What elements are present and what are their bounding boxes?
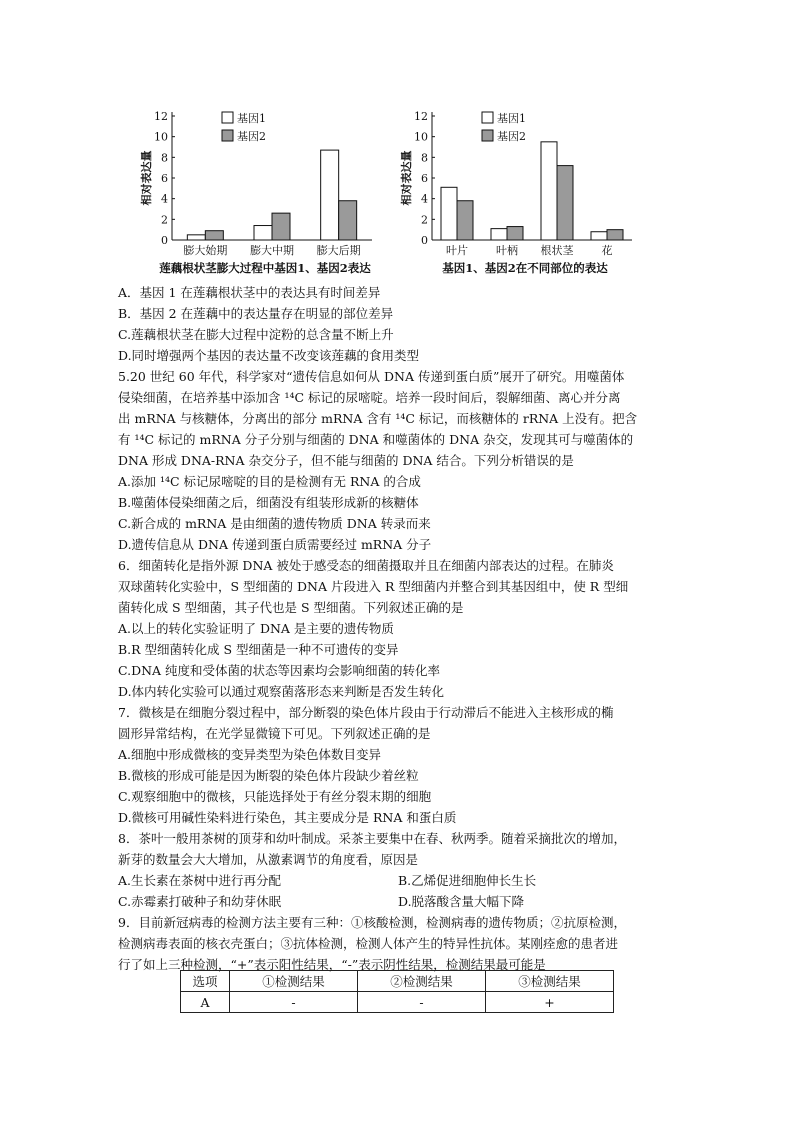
legend-swatch: [222, 130, 233, 141]
question-6: [118, 555, 678, 702]
q6-option-a: A.以上的转化实验证明了 DNA 是主要的遗传物质: [118, 621, 394, 636]
x-tick-label: 膨大中期: [250, 244, 294, 257]
q7-option-a: A.细胞中形成微核的变异类型为染色体数目变异: [118, 747, 382, 762]
chart-caption: 基因1、基因2在不同部位的表达: [442, 261, 608, 275]
x-tick-label: 叶片: [446, 244, 468, 257]
q8-options-row: [118, 870, 678, 891]
bar-gene1: [321, 150, 339, 240]
question-9: [118, 912, 678, 975]
table-header: ②检测结果: [358, 971, 486, 992]
legend-swatch: [482, 112, 493, 123]
q7-stem-line: 圆形异常结构，在光学显微镜下可见。下列叙述正确的是: [118, 726, 431, 741]
q5-stem-line: 出 mRNA 与核糖体，分离出的部分 mRNA 含有 ¹⁴C 标记，而核糖体的 rRNA 上没有。把含: [118, 411, 638, 426]
legend-label: 基因1: [237, 112, 266, 125]
y-tick-label: 2: [161, 213, 168, 227]
x-tick-label: 膨大始期: [183, 244, 228, 257]
q5-option-b: B.噬菌体侵染细菌之后，细菌没有组装形成新的核糖体: [118, 495, 419, 510]
q8-option-a: A.生长素在茶树中进行再分配: [118, 873, 282, 888]
y-axis-label: 相对表达量: [400, 150, 413, 206]
legend-swatch: [222, 112, 233, 123]
q8-option-b: B.乙烯促进细胞伸长生长: [398, 873, 537, 888]
y-tick-label: 8: [421, 151, 428, 165]
y-tick-label: 2: [421, 213, 428, 227]
table-cell: -: [358, 992, 486, 1013]
question-7: [118, 702, 678, 828]
q7-option-c: C.观察细胞中的微核，只能选择处于有丝分裂末期的细胞: [118, 789, 432, 804]
q5-option-d: D.遗传信息从 DNA 传递到蛋白质需要经过 mRNA 分子: [118, 537, 432, 552]
table-header: ①检测结果: [230, 971, 358, 992]
q5-option-c: C.新合成的 mRNA 是由细菌的遗传物质 DNA 转录而来: [118, 516, 431, 531]
q5-stem-line: 5.20 世纪 60 年代，科学家对“遗传信息如何从 DNA 传递到蛋白质”展开了研究。用噬菌体: [118, 369, 625, 384]
q6-option-b: B.R 型细菌转化成 S 型细菌是一种不可遗传的变异: [118, 642, 399, 657]
bar-gene2: [607, 230, 623, 240]
table-header-row: [181, 971, 614, 992]
y-tick-label: 10: [414, 130, 428, 144]
question-8: [118, 828, 678, 912]
bar-gene1: [491, 229, 507, 240]
bar-gene1: [591, 232, 607, 240]
bar-gene2: [457, 201, 473, 240]
table-cell: +: [486, 992, 614, 1013]
q4-option-c: C.莲藕根状茎在膨大过程中淀粉的总含量不断上升: [118, 327, 394, 342]
q8-options-row: [118, 891, 678, 912]
q6-stem-line: 双球菌转化实验中，S 型细菌的 DNA 片段进入 R 型细菌内并整合到其基因组中，使 R 型细: [118, 579, 629, 594]
table-cell: A: [181, 992, 230, 1013]
q4-option-b: B．基因 2 在莲藕中的表达量存在明显的部位差异: [118, 306, 394, 321]
question-4-options: [118, 282, 678, 366]
q6-option-d: D.体内转化实验可以通过观察菌落形态来判断是否发生转化: [118, 684, 445, 699]
bar-gene2: [205, 231, 223, 240]
q7-option-d: D.微核可用碱性染料进行染色，其主要成分是 RNA 和蛋白质: [118, 810, 457, 825]
q6-stem-line: 6．细菌转化是指外源 DNA 被处于感受态的细菌摄取并且在细菌内部表达的过程。在肺炎: [118, 558, 614, 573]
q7-option-b: B.微核的形成可能是因为断裂的染色体片段缺少着丝粒: [118, 768, 419, 783]
y-tick-label: 4: [161, 192, 168, 206]
table-cell: -: [230, 992, 358, 1013]
bar-gene1: [187, 235, 205, 240]
y-tick-label: 12: [154, 110, 168, 123]
y-tick-label: 10: [154, 130, 168, 144]
y-tick-label: 6: [421, 172, 428, 185]
bar-gene1: [441, 187, 457, 240]
legend-label: 基因1: [497, 112, 526, 125]
chart-caption: 莲藕根状茎膨大过程中基因1、基因2表达: [159, 261, 371, 275]
table-header: 选项: [181, 971, 230, 992]
x-tick-label: 叶柄: [496, 244, 518, 257]
y-tick-label: 6: [161, 172, 168, 185]
q4-option-a: A．基因 1 在莲藕根状茎中的表达具有时间差异: [118, 285, 381, 300]
y-tick-label: 8: [161, 151, 168, 165]
legend-swatch: [482, 130, 493, 141]
question-5: [118, 366, 678, 555]
q7-stem-line: 7．微核是在细胞分裂过程中，部分断裂的染色体片段由于行动滞后不能进入主核形成的椭: [118, 705, 614, 720]
q5-stem-line: 有 ¹⁴C 标记的 mRNA 分子分别与细菌的 DNA 和噬菌体的 DNA 杂交，发现其可与噬菌体的: [118, 432, 634, 447]
y-tick-label: 4: [421, 192, 428, 206]
bar-gene2: [272, 213, 290, 240]
table-row: [181, 992, 614, 1013]
q9-stem-line: 9．目前新冠病毒的检测方法主要有三种：①核酸检测，检测病毒的遗传物质；②抗原检测，: [118, 915, 626, 930]
x-tick-label: 花: [601, 244, 613, 257]
chart-gene-expression-time: [140, 106, 400, 278]
y-axis-label: 相对表达量: [140, 150, 153, 206]
q8-stem-line: 8．茶叶一般用茶树的顶芽和幼叶制成。采茶主要集中在春、秋两季。随着采摘批次的增加，: [118, 831, 626, 846]
q6-stem-line: 菌转化成 S 型细菌，其子代也是 S 型细菌。下列叙述正确的是: [118, 600, 464, 615]
x-tick-label: 膨大后期: [316, 244, 361, 257]
bar-gene1: [254, 226, 272, 240]
x-tick-label: 根状茎: [540, 244, 574, 257]
chart-gene-expression-parts: [400, 106, 660, 278]
bar-gene1: [541, 142, 557, 240]
y-tick-label: 12: [414, 110, 428, 123]
bar-gene2: [507, 227, 523, 240]
q5-stem-line: 侵染细菌，在培养基中添加含 ¹⁴C 标记的尿嘧啶。培养一段时间后，裂解细菌、离心并分离: [118, 390, 621, 405]
q4-option-d: D.同时增强两个基因的表达量不改变该莲藕的食用类型: [118, 348, 420, 363]
legend-label: 基因2: [237, 130, 266, 143]
bar-gene2: [339, 201, 357, 240]
q8-stem-line: 新芽的数量会大大增加，从激素调节的角度看，原因是: [118, 852, 419, 867]
legend-label: 基因2: [497, 130, 526, 143]
y-tick-label: 0: [421, 234, 428, 247]
q5-option-a: A.添加 ¹⁴C 标记尿嘧啶的目的是检测有无 RNA 的合成: [118, 474, 421, 489]
table-header: ③检测结果: [486, 971, 614, 992]
q8-option-d: D.脱落酸含量大幅下降: [398, 894, 525, 909]
q9-stem-line: 行了如上三种检测，“+”表示阳性结果，“-”表示阴性结果，检测结果最可能是: [118, 957, 546, 972]
q9-stem-line: 检测病毒表面的核衣壳蛋白；③抗体检测，检测人体产生的特异性抗体。某刚痊愈的患者进: [118, 936, 619, 951]
q8-option-c: C.赤霉素打破种子和幼芽休眠: [118, 894, 282, 909]
q6-option-c: C.DNA 纯度和受体菌的状态等因素均会影响细菌的转化率: [118, 663, 441, 678]
q5-stem-line: DNA 形成 DNA-RNA 杂交分子，但不能与细菌的 DNA 结合。下列分析错误的是: [118, 453, 574, 468]
answer-table: [180, 970, 614, 1013]
y-tick-label: 0: [161, 234, 168, 247]
bar-gene2: [557, 166, 573, 240]
